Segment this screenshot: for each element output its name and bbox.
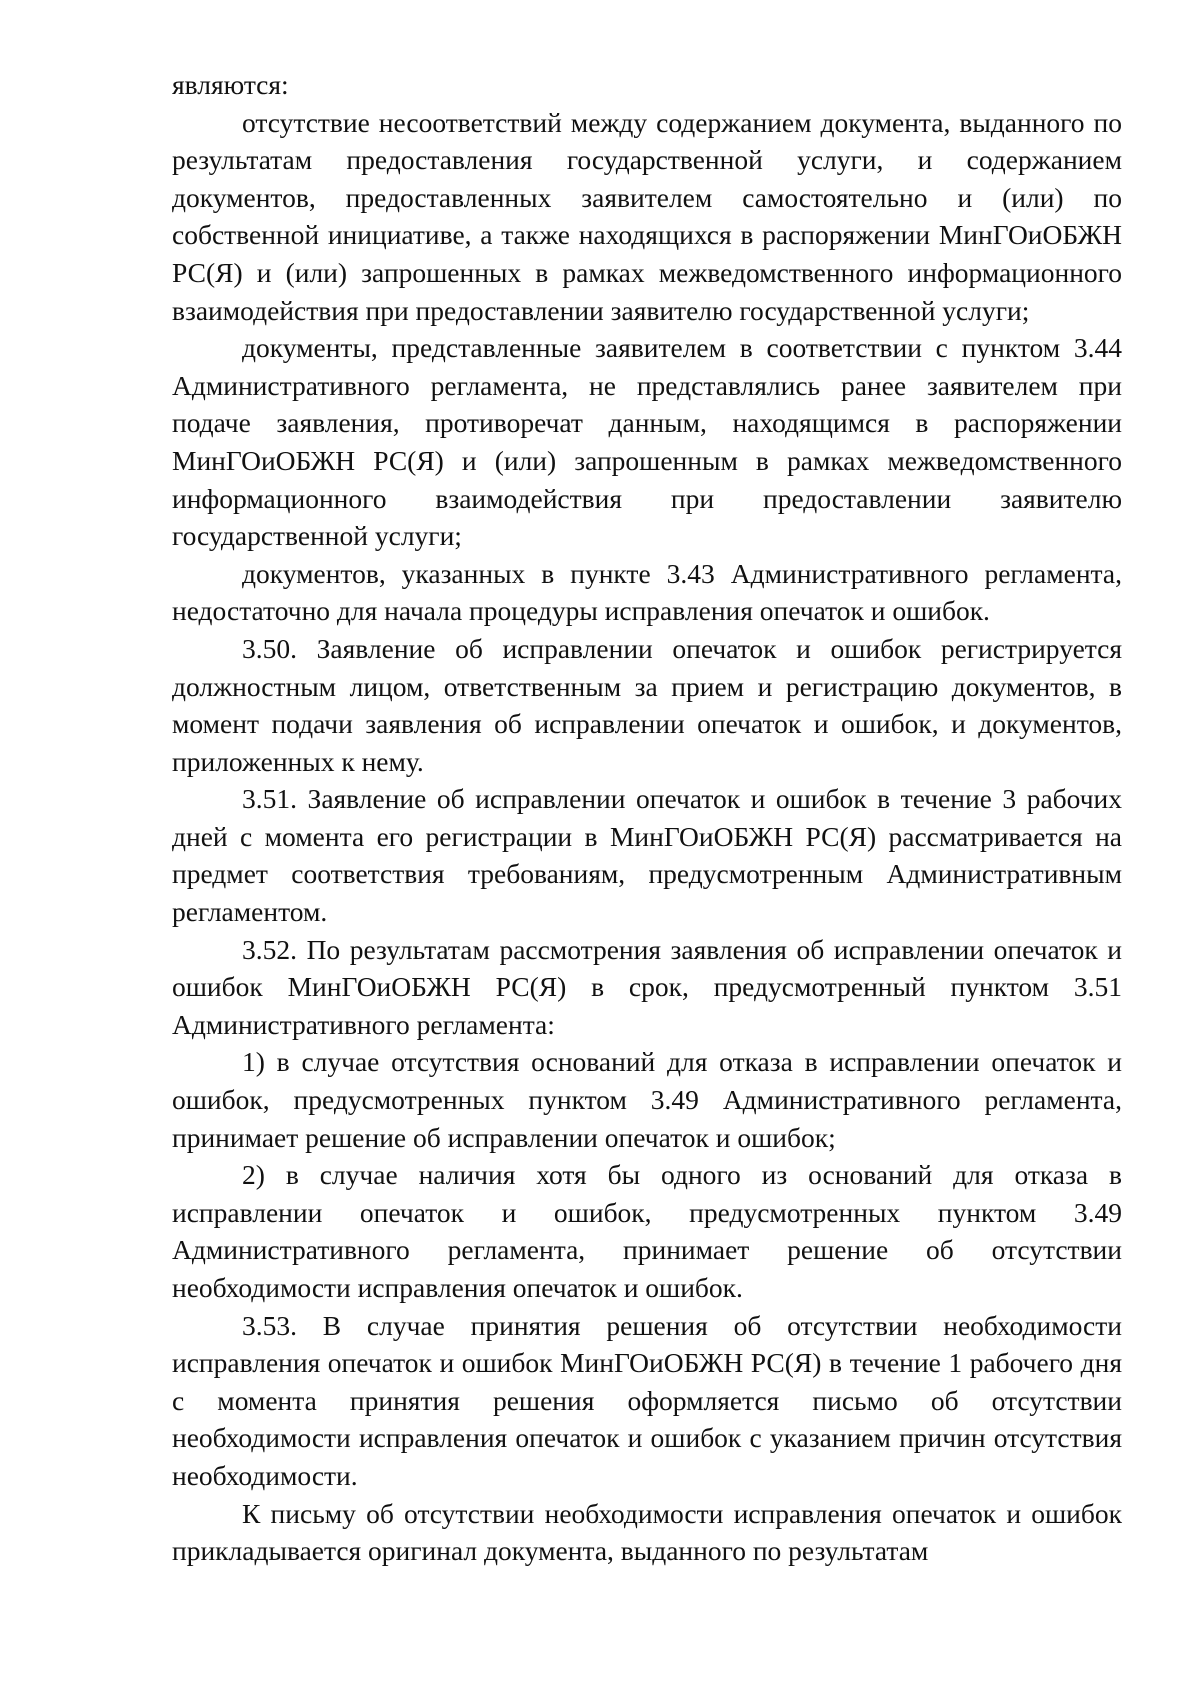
paragraph-continuation: являются: xyxy=(172,69,289,100)
paragraph-documents-contradict: документы, представленные заявителем в соответствии с пунктом 3.44 Административного регламента, не представлялись ранее заявителем при подаче заявления, противоречат данным, находящимся в распоряжении МинГОиОБЖН РС(Я) и (или) запрошенным в рамках межведомственного информационного взаимодействия при предоставлении заявителю государственной услуги; xyxy=(172,332,1122,552)
paragraph-3-52-item-2: 2) в случае наличия хотя бы одного из оснований для отказа в исправлении опечаток и ошибок, предусмотренных пунктом 3.49 Административного регламента, принимает решение об отсутствии необходимости исправления опечаток и ошибок. xyxy=(172,1159,1122,1303)
paragraph-3-50: 3.50. Заявление об исправлении опечаток и ошибок регистрируется должностным лицом, ответственным за прием и регистрацию документов, в момент подачи заявления об исправлении опечаток и ошибок, и документов, приложенных к нему. xyxy=(172,632,1122,777)
paragraph-3-51: 3.51. Заявление об исправлении опечаток и ошибок в течение 3 рабочих дней с момента его регистрации в МинГОиОБЖН РС(Я) рассматривается на предмет соответствия требованиям, предусмотренным Административным регламентом. xyxy=(172,783,1122,928)
paragraph-insufficient-documents: документов, указанных в пункте 3.43 Административного регламента, недостаточно для начала процедуры исправления опечаток и ошибок. xyxy=(172,557,1122,627)
paragraph-no-mismatch: отсутствие несоответствий между содержанием документа, выданного по результатам предоставления государственной услуги, и содержанием документов, предоставленных заявителем самостоятельно и (или) по собственной инициативе, а также находящихся в распоряжении МинГОиОБЖН РС(Я) и (или) запрошенных в рамках межведомственного информационного взаимодействия при предоставлении заявителю государственной услуги; xyxy=(172,106,1122,326)
paragraph-3-53: 3.53. В случае принятия решения об отсутствии необходимости исправления опечаток и ошибок МинГОиОБЖН РС(Я) в течение 1 рабочего дня с момента принятия решения оформляется письмо об отсутствии необходимости исправления опечаток и ошибок с указанием причин отсутствия необходимости. xyxy=(172,1309,1122,1491)
paragraph-3-52: 3.52. По результатам рассмотрения заявления об исправлении опечаток и ошибок МинГОиОБЖН РС(Я) в срок, предусмотренный пунктом 3.51 Административного регламента: xyxy=(172,933,1122,1040)
document-page xyxy=(172,66,1122,1570)
paragraph-3-52-item-1: 1) в случае отсутствия оснований для отказа в исправлении опечаток и ошибок, предусмотренных пунктом 3.49 Административного регламента, принимает решение об исправлении опечаток и ошибок; xyxy=(172,1046,1122,1153)
paragraph-letter-attachment: К письму об отсутствии необходимости исправления опечаток и ошибок прикладывается оригинал документа, выданного по результатам xyxy=(172,1497,1122,1567)
